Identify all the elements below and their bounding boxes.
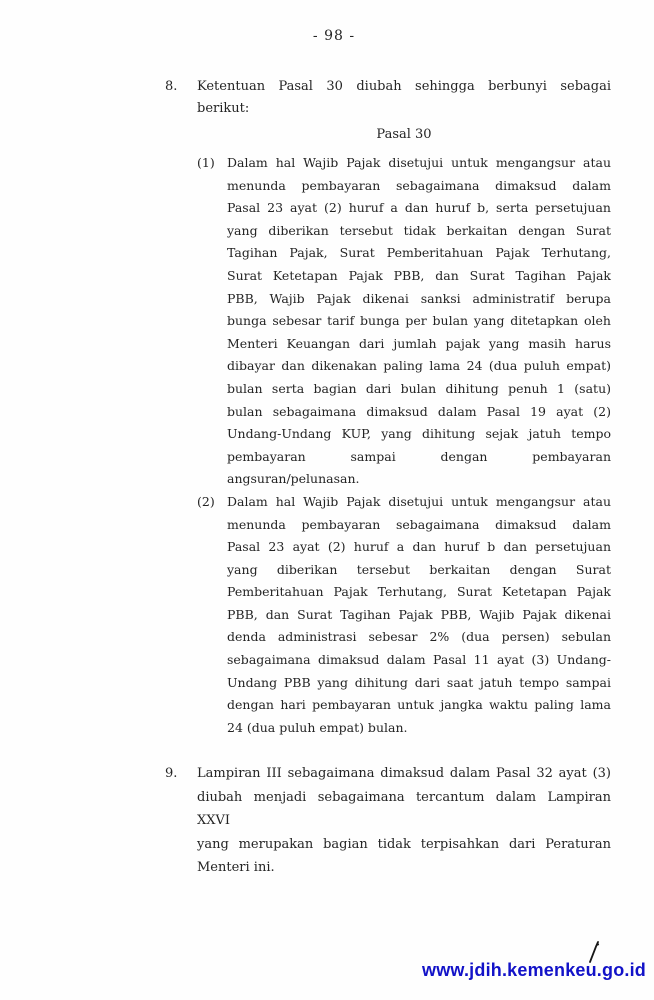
text-line: menunda pembayaran sebagaimana dimaksud dalam — [227, 177, 611, 193]
text-line: Pasal 23 ayat (2) huruf a dan huruf b, serta persetujuan — [227, 200, 611, 216]
list-item-9 — [165, 762, 611, 879]
text-line: bunga sebesar tarif bunga per bulan yang ditetapkan oleh — [227, 313, 611, 329]
text-line: Undang-Undang KUP, yang dihitung sejak jatuh tempo — [227, 426, 611, 442]
text-line: Undang PBB yang dihitung dari saat jatuh tempo sampai — [227, 674, 611, 690]
text-line: menunda pembayaran sebagaimana dimaksud dalam — [227, 516, 611, 532]
text-line: PBB, Wajib Pajak dikenai sanksi administratif berupa — [227, 290, 611, 306]
text-line: Lampiran III sebagaimana dimaksud dalam Pasal 32 ayat (3) — [197, 766, 611, 782]
text-line: yang merupakan bagian tidak terpisahkan dari Peraturan — [197, 836, 611, 852]
text-line: dibayar dan dikenakan paling lama 24 (dua puluh empat) — [227, 358, 611, 374]
item-intro-text: Ketentuan Pasal 30 diubah sehingga berbunyi sebagai berikut: — [197, 79, 611, 116]
text-line: yang diberikan tersebut tidak berkaitan dengan Surat — [227, 222, 611, 238]
pasal-heading: Pasal 30 — [376, 127, 432, 142]
list-item-8 — [165, 76, 611, 739]
text-line: Dalam hal Wajib Pajak disetujui untuk mengangsur atau — [227, 155, 611, 170]
text-line: bulan sebagaimana dimaksud dalam Pasal 19 ayat (2) — [227, 403, 611, 419]
item-number: 8. — [165, 79, 178, 94]
paragraph — [227, 152, 611, 491]
page-content — [165, 76, 611, 879]
text-line: PBB, dan Surat Tagihan Pajak PBB, Wajib Pajak dikenai — [227, 606, 611, 622]
paragraph — [197, 762, 611, 879]
text-line: 24 (dua puluh empat) bulan. — [227, 719, 408, 735]
text-line: dengan hari pembayaran untuk jangka waktu paling lama — [227, 697, 611, 713]
text-line: denda administrasi sebesar 2% (dua persen) sebulan — [227, 629, 611, 645]
page-number: - 98 - — [312, 28, 356, 44]
text-line: Dalam hal Wajib Pajak disetujui untuk mengangsur atau — [227, 493, 611, 509]
sub-item-marker: (1) — [197, 155, 215, 170]
text-line: diubah menjadi sebagaimana tercantum dalam Lampiran XXVI — [197, 789, 611, 829]
jdih-url-link[interactable]: www.jdih.kemenkeu.go.id — [422, 960, 646, 980]
text-line: Pemberitahuan Pajak Terhutang, Surat Ketetapan Pajak — [227, 584, 611, 600]
sub-item-marker: (2) — [197, 493, 215, 509]
text-line: Menteri Keuangan dari jumlah pajak yang masih harus — [227, 335, 611, 351]
text-line: Tagihan Pajak, Surat Pemberitahuan Pajak Terhutang, — [227, 245, 611, 261]
sub-item-2 — [197, 491, 611, 740]
text-line: angsuran/pelunasan. — [227, 471, 360, 487]
text-line: pembayaran sampai dengan pembayaran — [227, 448, 611, 464]
text-line: Menteri ini. — [197, 860, 275, 876]
text-line: Pasal 23 ayat (2) huruf a dan huruf b dan persetujuan — [227, 539, 611, 555]
paragraph — [227, 491, 611, 740]
text-line: yang diberikan tersebut berkaitan dengan Surat — [227, 561, 611, 577]
sub-item-1 — [197, 152, 611, 491]
text-line: sebagaimana dimaksud dalam Pasal 11 ayat (3) Undang- — [227, 652, 611, 668]
item-number: 9. — [165, 766, 178, 782]
text-line: bulan serta bagian dari bulan dihitung penuh 1 (satu) — [227, 380, 611, 396]
text-line: Surat Ketetapan Pajak PBB, dan Surat Tagihan Pajak — [227, 267, 611, 283]
